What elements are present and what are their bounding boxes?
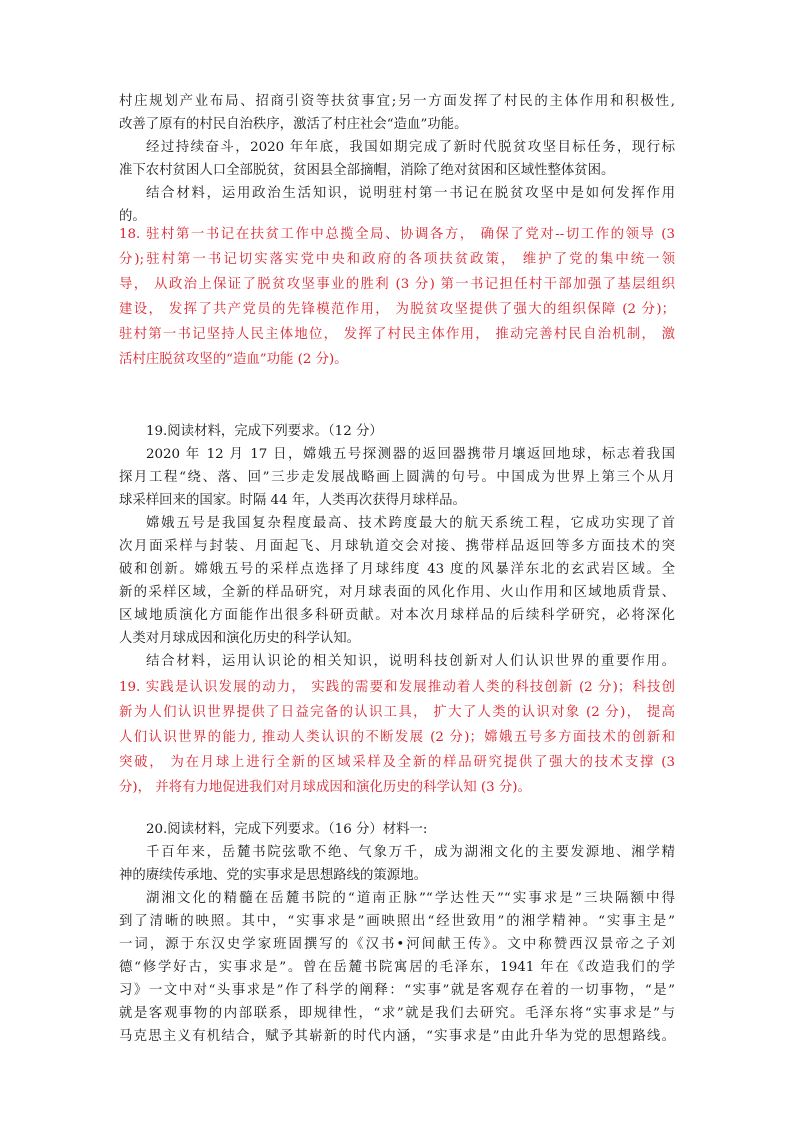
answer-line: 分)， 并将有力地促进我们对月球成因和演化历史的科学认知 (3 分)。 (119, 780, 531, 795)
question-18-material (119, 90, 675, 228)
answer-line: 人们认识世界的能力, 推动人类认识的不断发展 (2 分)；嫦娥五号多方面技术的创新和 (119, 730, 675, 745)
answer-line: 活村庄脱贫攻坚的“造血”功能 (2 分)。 (119, 352, 348, 367)
answer-line: 新为人们认识世界提供了日益完备的认识工具， 扩大了人类的认识对象 (2 分)， 提高 (119, 705, 675, 720)
answer-line: 19. 实践是认识发展的动力， 实践的需要和发展推动着人类的科技创新 (2 分)；科技创 (119, 680, 675, 695)
question-heading: 19.阅读材料，完成下列要求。（12 分） (146, 424, 383, 439)
question-prompt: 结合材料，运用认识论的相关知识，说明科技创新对人们认识世界的重要作用。 (146, 654, 675, 669)
answer-line: 18. 驻村第一书记在扶贫工作中总揽全局、协调各方， 确保了党对--切工作的领导 (3 (119, 227, 675, 242)
text-line: 一词，源于东汉史学家班固撰写的《汉书•河间献王传》。文中称赞西汉景帝之子刘 (119, 937, 675, 952)
text-line: 球采样回来的国家。时隔 44 年，人类再次获得月球样品。 (119, 493, 466, 508)
question-19 (119, 420, 675, 673)
text-line: 破和创新。嫦娥五号的采样点选择了月球纬度 43 度的风暴洋东北的玄武岩区域。全 (119, 562, 675, 577)
answer-18 (119, 222, 675, 372)
question-20 (119, 818, 675, 1048)
text-line: 区域地质演化方面能作出很多科研贡献。对本次月球样品的后续科学研究，必将深化 (119, 608, 675, 623)
text-line: 德“修学好古，实事求是”。曾在岳麓书院寓居的毛泽东，1941 年在《改造我们的学 (119, 960, 675, 975)
answer-line: 突破， 为在月球上进行全新的区域采样及全新的样品研究提供了强大的技术支撑 (3 (119, 755, 675, 770)
answer-line: 驻村第一书记坚持人民主体地位， 发挥了村民主体作用， 推动完善村民自治机制， 激 (119, 327, 675, 342)
text-line: 习》一文中对“头事求是”作了科学的阐释：“实事”就是客观存在着的一切事物，“是” (119, 983, 675, 998)
text-line: 村庄规划产业布局、招商引资等扶贫事宜;另一方面发挥了村民的主体作用和积极性, (119, 94, 675, 109)
text-line: 马克思主义有机结合，赋予其崭新的时代内涵，“实事求是”由此升华为党的思想路线。 (119, 1029, 675, 1044)
question-prompt: 的。 (119, 209, 146, 224)
answer-line: 建设， 发挥了共产党员的先锋模范作用， 为脱贫攻坚提供了强大的组织保障 (2 分)； (119, 302, 675, 317)
text-line: 经过持续奋斗，2020 年年底，我国如期完成了新时代脱贫攻坚目标任务，现行标 (146, 140, 675, 155)
text-line: 准下农村贫困人口全部脱贫，贫困县全部摘帽，消除了绝对贫困和区域性整体贫困。 (119, 163, 615, 178)
text-line: 千百年来，岳麓书院弦歌不绝、气象万千，成为湖湘文化的主要发源地、湘学精 (146, 845, 675, 860)
text-line: 次月面采样与封装、月面起飞、月球轨道交会对接、携带样品返回等多方面技术的突 (119, 539, 675, 554)
text-line: 探月工程“绕、落、回”三步走发展战略画上圆满的句号。中国成为世界上第三个从月 (119, 470, 675, 485)
text-line: 嫦娥五号是我国复杂程度最高、技术跨度最大的航天系统工程，它成功实现了首 (146, 516, 675, 531)
text-line: 人类对月球成因和演化历史的科学认知。 (119, 631, 361, 646)
text-line: 神的赓续传承地、党的实事求是思想路线的策源地。 (119, 868, 427, 883)
question-prompt: 结合材料，运用政治生活知识，说明驻村第一书记在脱贫攻坚中是如何发挥作用 (146, 186, 675, 201)
question-heading: 20.阅读材料，完成下列要求。（16 分）材料一: (146, 822, 428, 837)
text-line: 湖湘文化的精髓在岳麓书院的“道南正脉”“学达性天”“实事求是”三块隔额中得 (146, 891, 675, 906)
answer-line: 分);驻村第一书记切实落实党中央和政府的各项扶贫政策， 维护了党的集中统一领 (119, 252, 675, 267)
text-line: 改善了原有的村民自治秩序，激活了村庄社会“造血”功能。 (119, 117, 468, 132)
text-line: 就是客观事物的内部联系，即规律性，“求”就是我们去研究。毛泽东将“实事求是”与 (119, 1006, 675, 1021)
text-line: 到了清晰的映照。其中，“实事求是”画映照出“经世致用”的湘学精神。“实事主是” (119, 914, 675, 929)
text-line: 新的采样区域，全新的样品研究，对月球表面的风化作用、火山作用和区域地质背景、 (119, 585, 675, 600)
text-line: 2020 年 12 月 17 日，嫦娥五号探测器的返回器携带月壤返回地球，标志着我国 (146, 447, 675, 462)
answer-19 (119, 675, 675, 800)
answer-line: 导， 从政治上保证了脱贫攻坚事业的胜利 (3 分) 第一书记担任村干部加强了基层组织 (119, 277, 675, 292)
